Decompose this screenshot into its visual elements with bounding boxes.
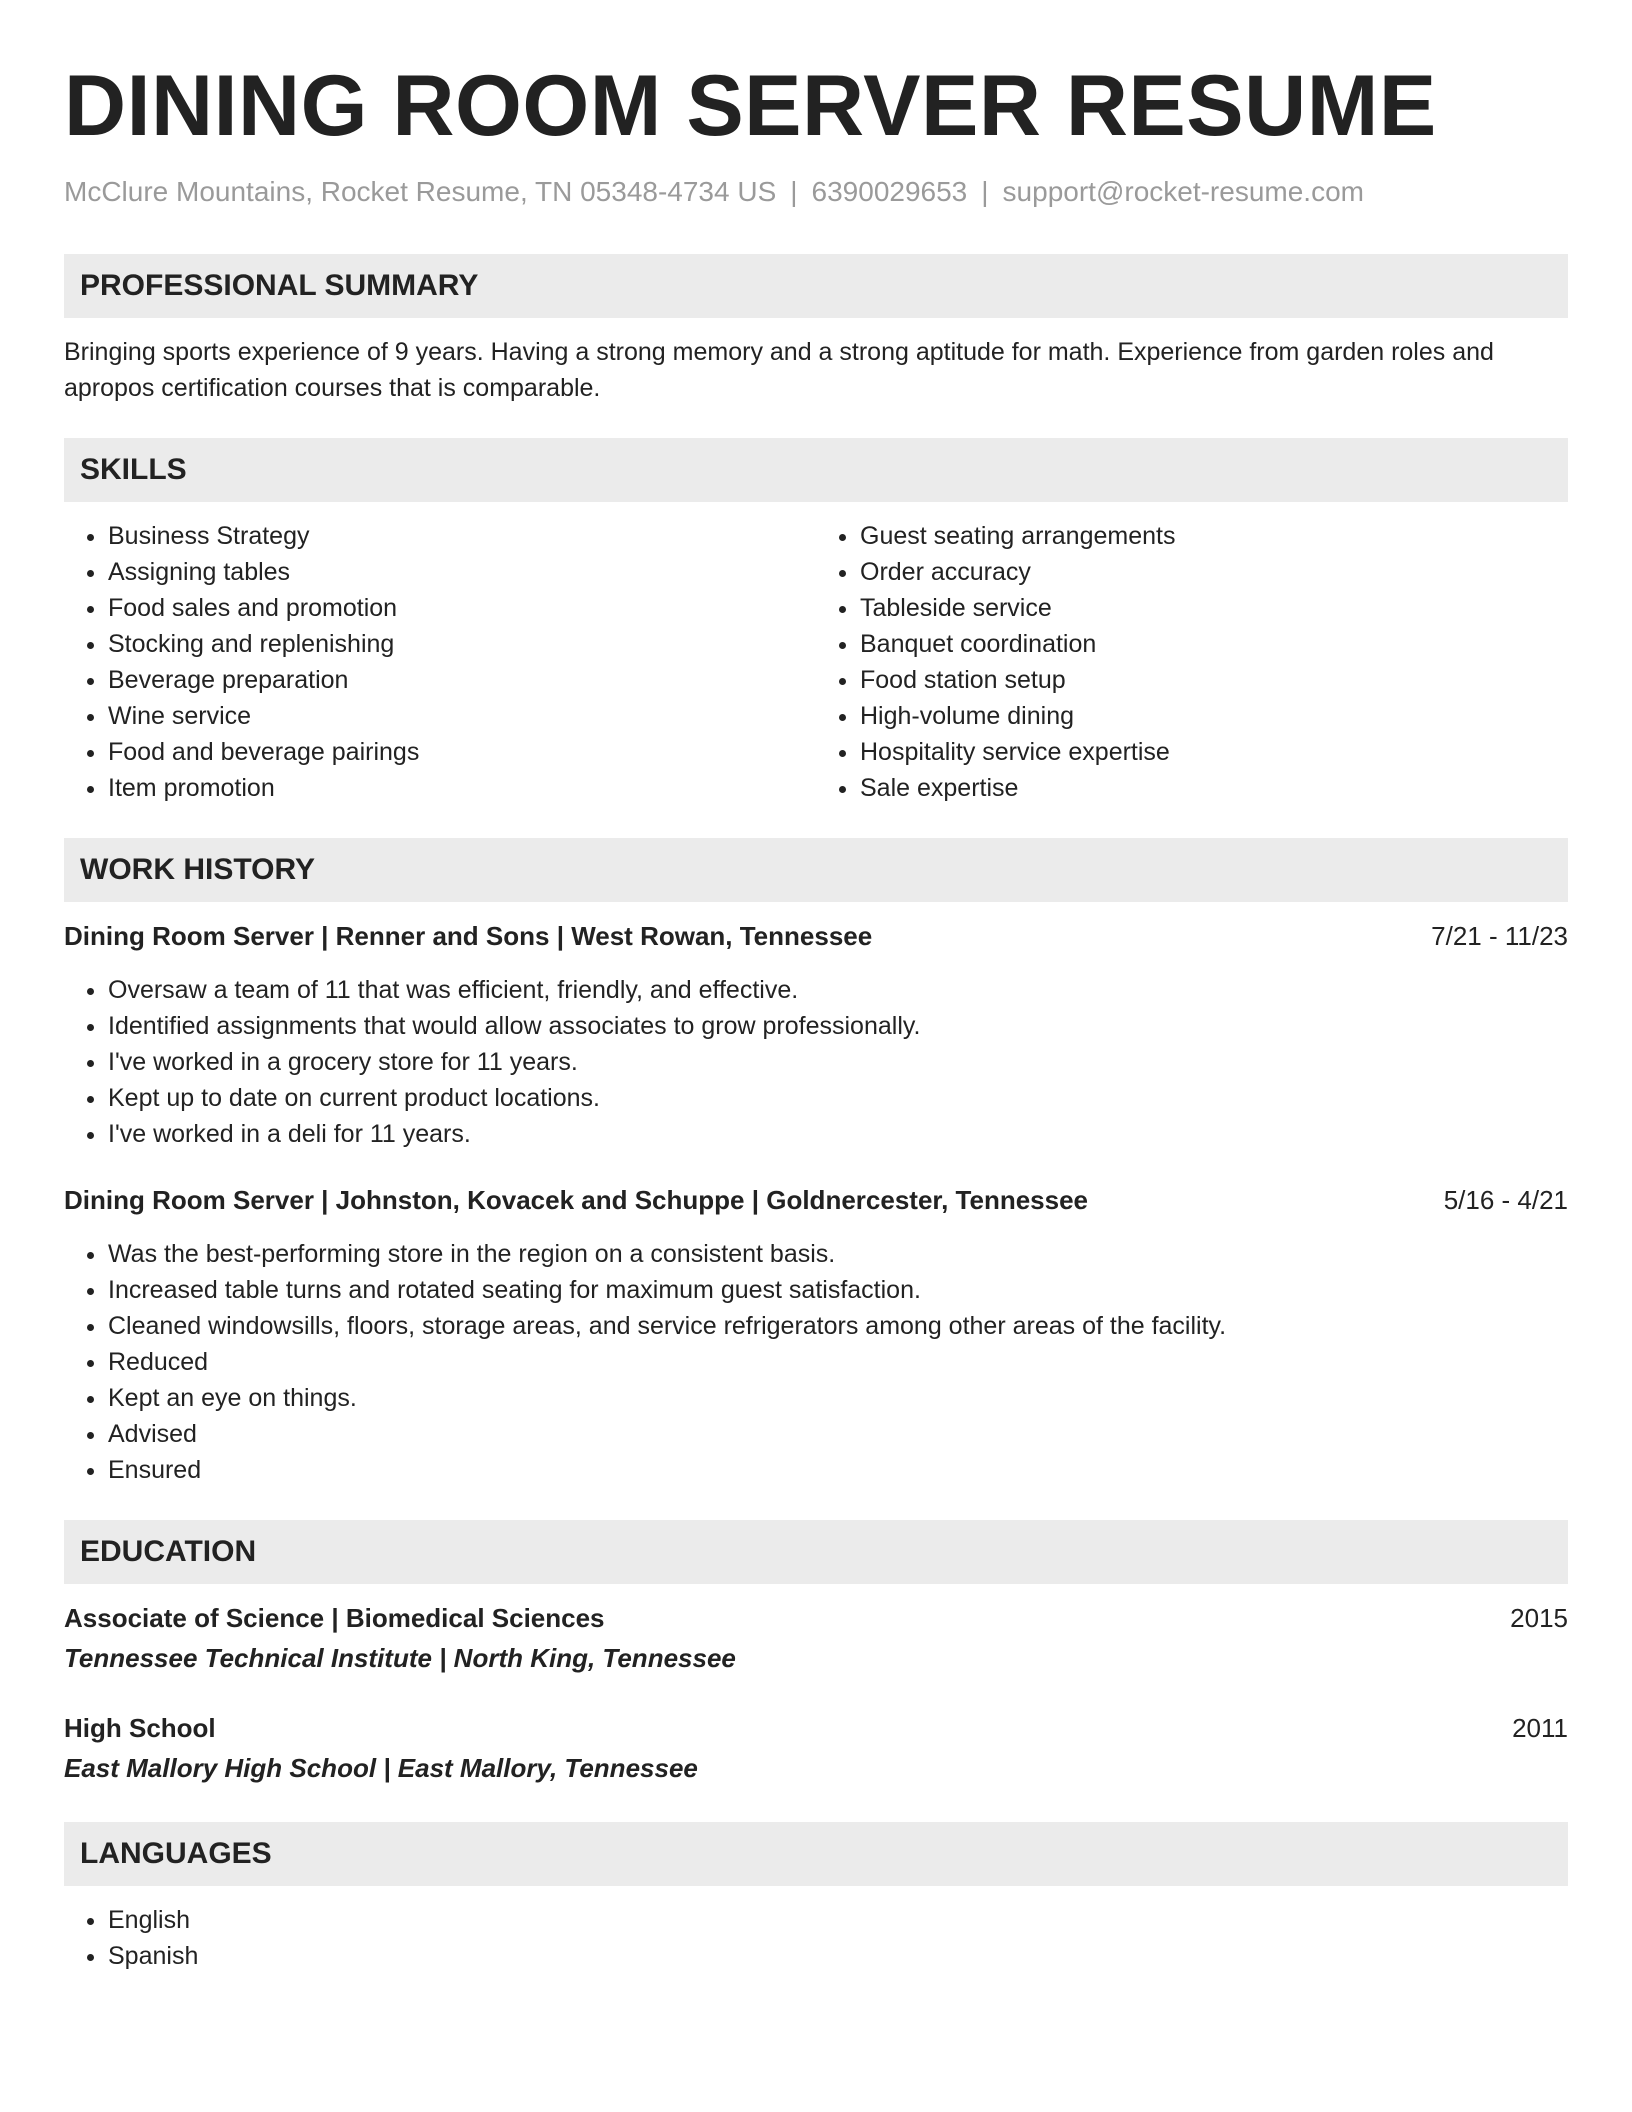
job-bullet: • Advised (108, 1416, 1568, 1452)
skill-item: • Hospitality service expertise (860, 734, 1568, 770)
education-entry (64, 1710, 1568, 1786)
summary-header: PROFESSIONAL SUMMARY (64, 254, 1568, 318)
education-header: EDUCATION (64, 1520, 1568, 1584)
job-heading-row (64, 1182, 1568, 1218)
skill-item: • Sale expertise (860, 770, 1568, 806)
language-item: • Spanish (108, 1938, 1568, 1974)
skill-item: • Wine service (108, 698, 816, 734)
education-section (64, 1520, 1568, 1786)
education-year: 2011 (1512, 1713, 1568, 1743)
skill-item: • Business Strategy (108, 518, 816, 554)
contact-separator: | (790, 176, 798, 207)
skills-grid (64, 518, 1568, 806)
languages-section (64, 1822, 1568, 1974)
job-heading-row (64, 918, 1568, 954)
skills-column-left (64, 518, 816, 806)
job-entry (64, 918, 1568, 1152)
skills-list-left (64, 518, 816, 806)
work-history-header: WORK HISTORY (64, 838, 1568, 902)
skill-item: • Banquet coordination (860, 626, 1568, 662)
contact-separator: | (981, 176, 989, 207)
skill-item: • High-volume dining (860, 698, 1568, 734)
job-entry (64, 1182, 1568, 1488)
job-bullet: • I've worked in a deli for 11 years. (108, 1116, 1568, 1152)
skill-item: • Food sales and promotion (108, 590, 816, 626)
skills-header: SKILLS (64, 438, 1568, 502)
job-heading: Dining Room Server | Renner and Sons | West Rowan, Tennessee (64, 921, 873, 951)
contact-line (64, 174, 1568, 210)
job-dates: 7/21 - 11/23 (1431, 921, 1568, 951)
contact-phone: 6390029653 (811, 176, 968, 207)
education-school: Tennessee Technical Institute | North King, Tennessee (64, 1643, 736, 1673)
education-degree: Associate of Science | Biomedical Sciences (64, 1603, 605, 1633)
skill-item: • Assigning tables (108, 554, 816, 590)
job-bullet: • I've worked in a grocery store for 11 years. (108, 1044, 1568, 1080)
skill-item: • Order accuracy (860, 554, 1568, 590)
work-history-section (64, 838, 1568, 1488)
job-bullet: • Kept up to date on current product locations. (108, 1080, 1568, 1116)
education-school: East Mallory High School | East Mallory, Tennessee (64, 1753, 698, 1783)
skills-list-right (816, 518, 1568, 806)
contact-address: McClure Mountains, Rocket Resume, TN 05348-4734 US (64, 176, 777, 207)
resume-title: DINING ROOM SERVER RESUME (64, 58, 1437, 154)
skill-item: • Guest seating arrangements (860, 518, 1568, 554)
job-dates: 5/16 - 4/21 (1443, 1185, 1568, 1215)
job-bullet: • Cleaned windowsills, floors, storage areas, and service refrigerators among other areas of the facility. (108, 1308, 1568, 1344)
languages-list (64, 1902, 1568, 1974)
job-bullet: • Identified assignments that would allow associates to grow professionally. (108, 1008, 1568, 1044)
job-bullet: • Kept an eye on things. (108, 1380, 1568, 1416)
skill-item: • Food station setup (860, 662, 1568, 698)
language-item: • English (108, 1902, 1568, 1938)
contact-email: support@rocket-resume.com (1002, 176, 1364, 207)
skill-item: • Tableside service (860, 590, 1568, 626)
skill-item: • Stocking and replenishing (108, 626, 816, 662)
languages-header: LANGUAGES (64, 1822, 1568, 1886)
education-entry (64, 1600, 1568, 1676)
job-bullet: • Was the best-performing store in the region on a consistent basis. (108, 1236, 1568, 1272)
skill-item: • Food and beverage pairings (108, 734, 816, 770)
education-heading-row (64, 1710, 1568, 1746)
job-bullets (64, 972, 1568, 1152)
job-bullet: • Oversaw a team of 11 that was efficient, friendly, and effective. (108, 972, 1568, 1008)
summary-section (64, 254, 1568, 406)
skills-section (64, 438, 1568, 806)
skill-item: • Item promotion (108, 770, 816, 806)
job-bullet: • Ensured (108, 1452, 1568, 1488)
job-bullets (64, 1236, 1568, 1488)
education-year: 2015 (1510, 1603, 1568, 1633)
job-bullet: • Increased table turns and rotated seating for maximum guest satisfaction. (108, 1272, 1568, 1308)
skill-item: • Beverage preparation (108, 662, 816, 698)
job-heading: Dining Room Server | Johnston, Kovacek and Schuppe | Goldnercester, Tennessee (64, 1185, 1089, 1215)
skills-column-right (816, 518, 1568, 806)
job-bullet: • Reduced (108, 1344, 1568, 1380)
education-degree: High School (64, 1713, 216, 1743)
summary-text: Bringing sports experience of 9 years. Having a strong memory and a strong aptitude for math. Experience from garden roles and apropos certification courses that is comparable. (64, 338, 1494, 402)
education-heading-row (64, 1600, 1568, 1636)
